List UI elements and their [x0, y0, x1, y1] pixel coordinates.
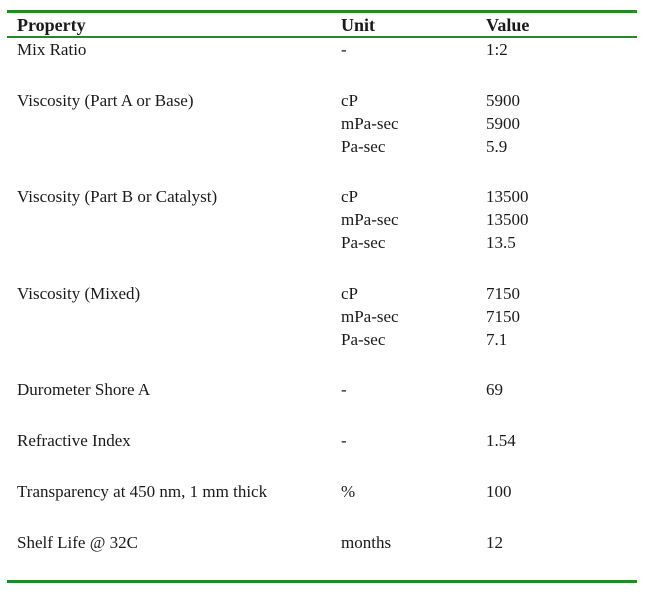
unit-cell: - — [341, 431, 347, 450]
unit-cell: % — [341, 482, 356, 501]
property-cell: Viscosity (Part B or Catalyst) — [17, 187, 218, 206]
value-cell: 69 — [486, 380, 503, 399]
property-cell: Shelf Life @ 32C — [17, 533, 138, 552]
property-cell: Durometer Shore A — [17, 380, 151, 399]
value-cell: 1:2 — [486, 40, 508, 59]
value-cell: 7.1 — [486, 330, 508, 349]
property-cell: Refractive Index — [17, 431, 131, 450]
property-cell: Viscosity (Mixed) — [17, 284, 141, 303]
table-bottom-rule — [7, 580, 637, 583]
value-cell: 7150 — [486, 284, 520, 303]
value-cell: 1.54 — [486, 431, 516, 450]
unit-cell: Pa-sec — [341, 233, 386, 252]
header-unit: Unit — [341, 15, 376, 35]
value-cell: 13.5 — [486, 233, 516, 252]
unit-cell: - — [341, 380, 347, 399]
value-cell: 13500 — [486, 187, 529, 206]
value-cell: 13500 — [486, 210, 529, 229]
unit-cell: Pa-sec — [341, 330, 386, 349]
value-cell: 100 — [486, 482, 512, 501]
header-property: Property — [17, 15, 86, 35]
unit-cell: - — [341, 40, 347, 59]
property-cell: Transparency at 450 nm, 1 mm thick — [17, 482, 268, 501]
value-cell: 5.9 — [486, 137, 508, 156]
value-cell: 5900 — [486, 91, 520, 110]
table-top-rule — [7, 10, 637, 13]
unit-cell: Pa-sec — [341, 137, 386, 156]
unit-cell: cP — [341, 91, 358, 110]
unit-cell: cP — [341, 187, 358, 206]
unit-cell: mPa-sec — [341, 210, 399, 229]
value-cell: 12 — [486, 533, 503, 552]
header-value: Value — [486, 15, 530, 35]
table-header — [0, 14, 650, 36]
value-cell: 5900 — [486, 114, 520, 133]
unit-cell: mPa-sec — [341, 307, 399, 326]
unit-cell: months — [341, 533, 392, 552]
unit-cell: cP — [341, 284, 358, 303]
property-cell: Viscosity (Part A or Base) — [17, 91, 194, 110]
property-cell: Mix Ratio — [17, 40, 87, 59]
unit-cell: mPa-sec — [341, 114, 399, 133]
value-cell: 7150 — [486, 307, 520, 326]
